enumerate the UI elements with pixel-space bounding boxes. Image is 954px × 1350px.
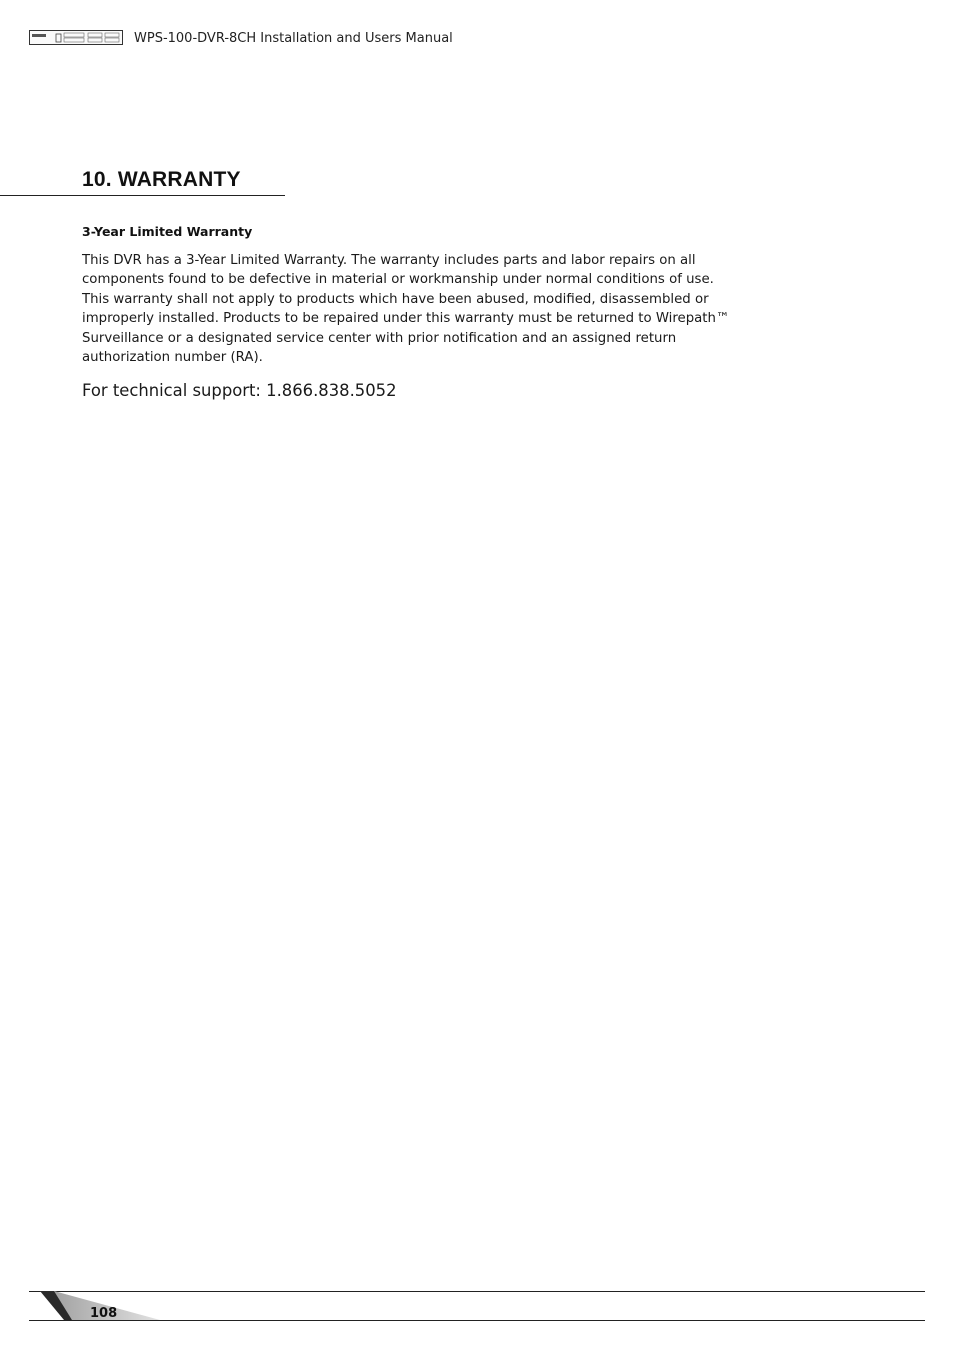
title-underline bbox=[0, 195, 285, 196]
paragraph-line: improperly installed. Products to be repaired under this warranty must be returned to Wirepath™ bbox=[82, 311, 730, 327]
manual-title: WPS-100-DVR-8CH Installation and Users Manual bbox=[134, 31, 453, 46]
section-title: 10. WARRANTY bbox=[82, 168, 241, 191]
page-number: 108 bbox=[90, 1306, 118, 1321]
paragraph-line: components found to be defective in material or workmanship under normal conditions of use. bbox=[82, 272, 714, 288]
footer-rule-top bbox=[29, 1291, 925, 1292]
paragraph-line: This DVR has a 3-Year Limited Warranty. The warranty includes parts and labor repairs on all bbox=[82, 253, 696, 268]
paragraph-line: Surveillance or a designated service center with prior notification and an assigned return bbox=[82, 330, 677, 346]
technical-support-line: For technical support: 1.866.838.5052 bbox=[82, 381, 397, 400]
warranty-paragraph bbox=[82, 251, 772, 367]
warranty-subheading: 3-Year Limited Warranty bbox=[82, 224, 253, 239]
paragraph-line: authorization number (RA). bbox=[82, 350, 263, 366]
footer-rule-bottom bbox=[29, 1320, 925, 1321]
paragraph-line: This warranty shall not apply to products which have been abused, modified, disassembled or bbox=[82, 291, 709, 307]
dvr-front-panel-icon bbox=[29, 30, 123, 45]
